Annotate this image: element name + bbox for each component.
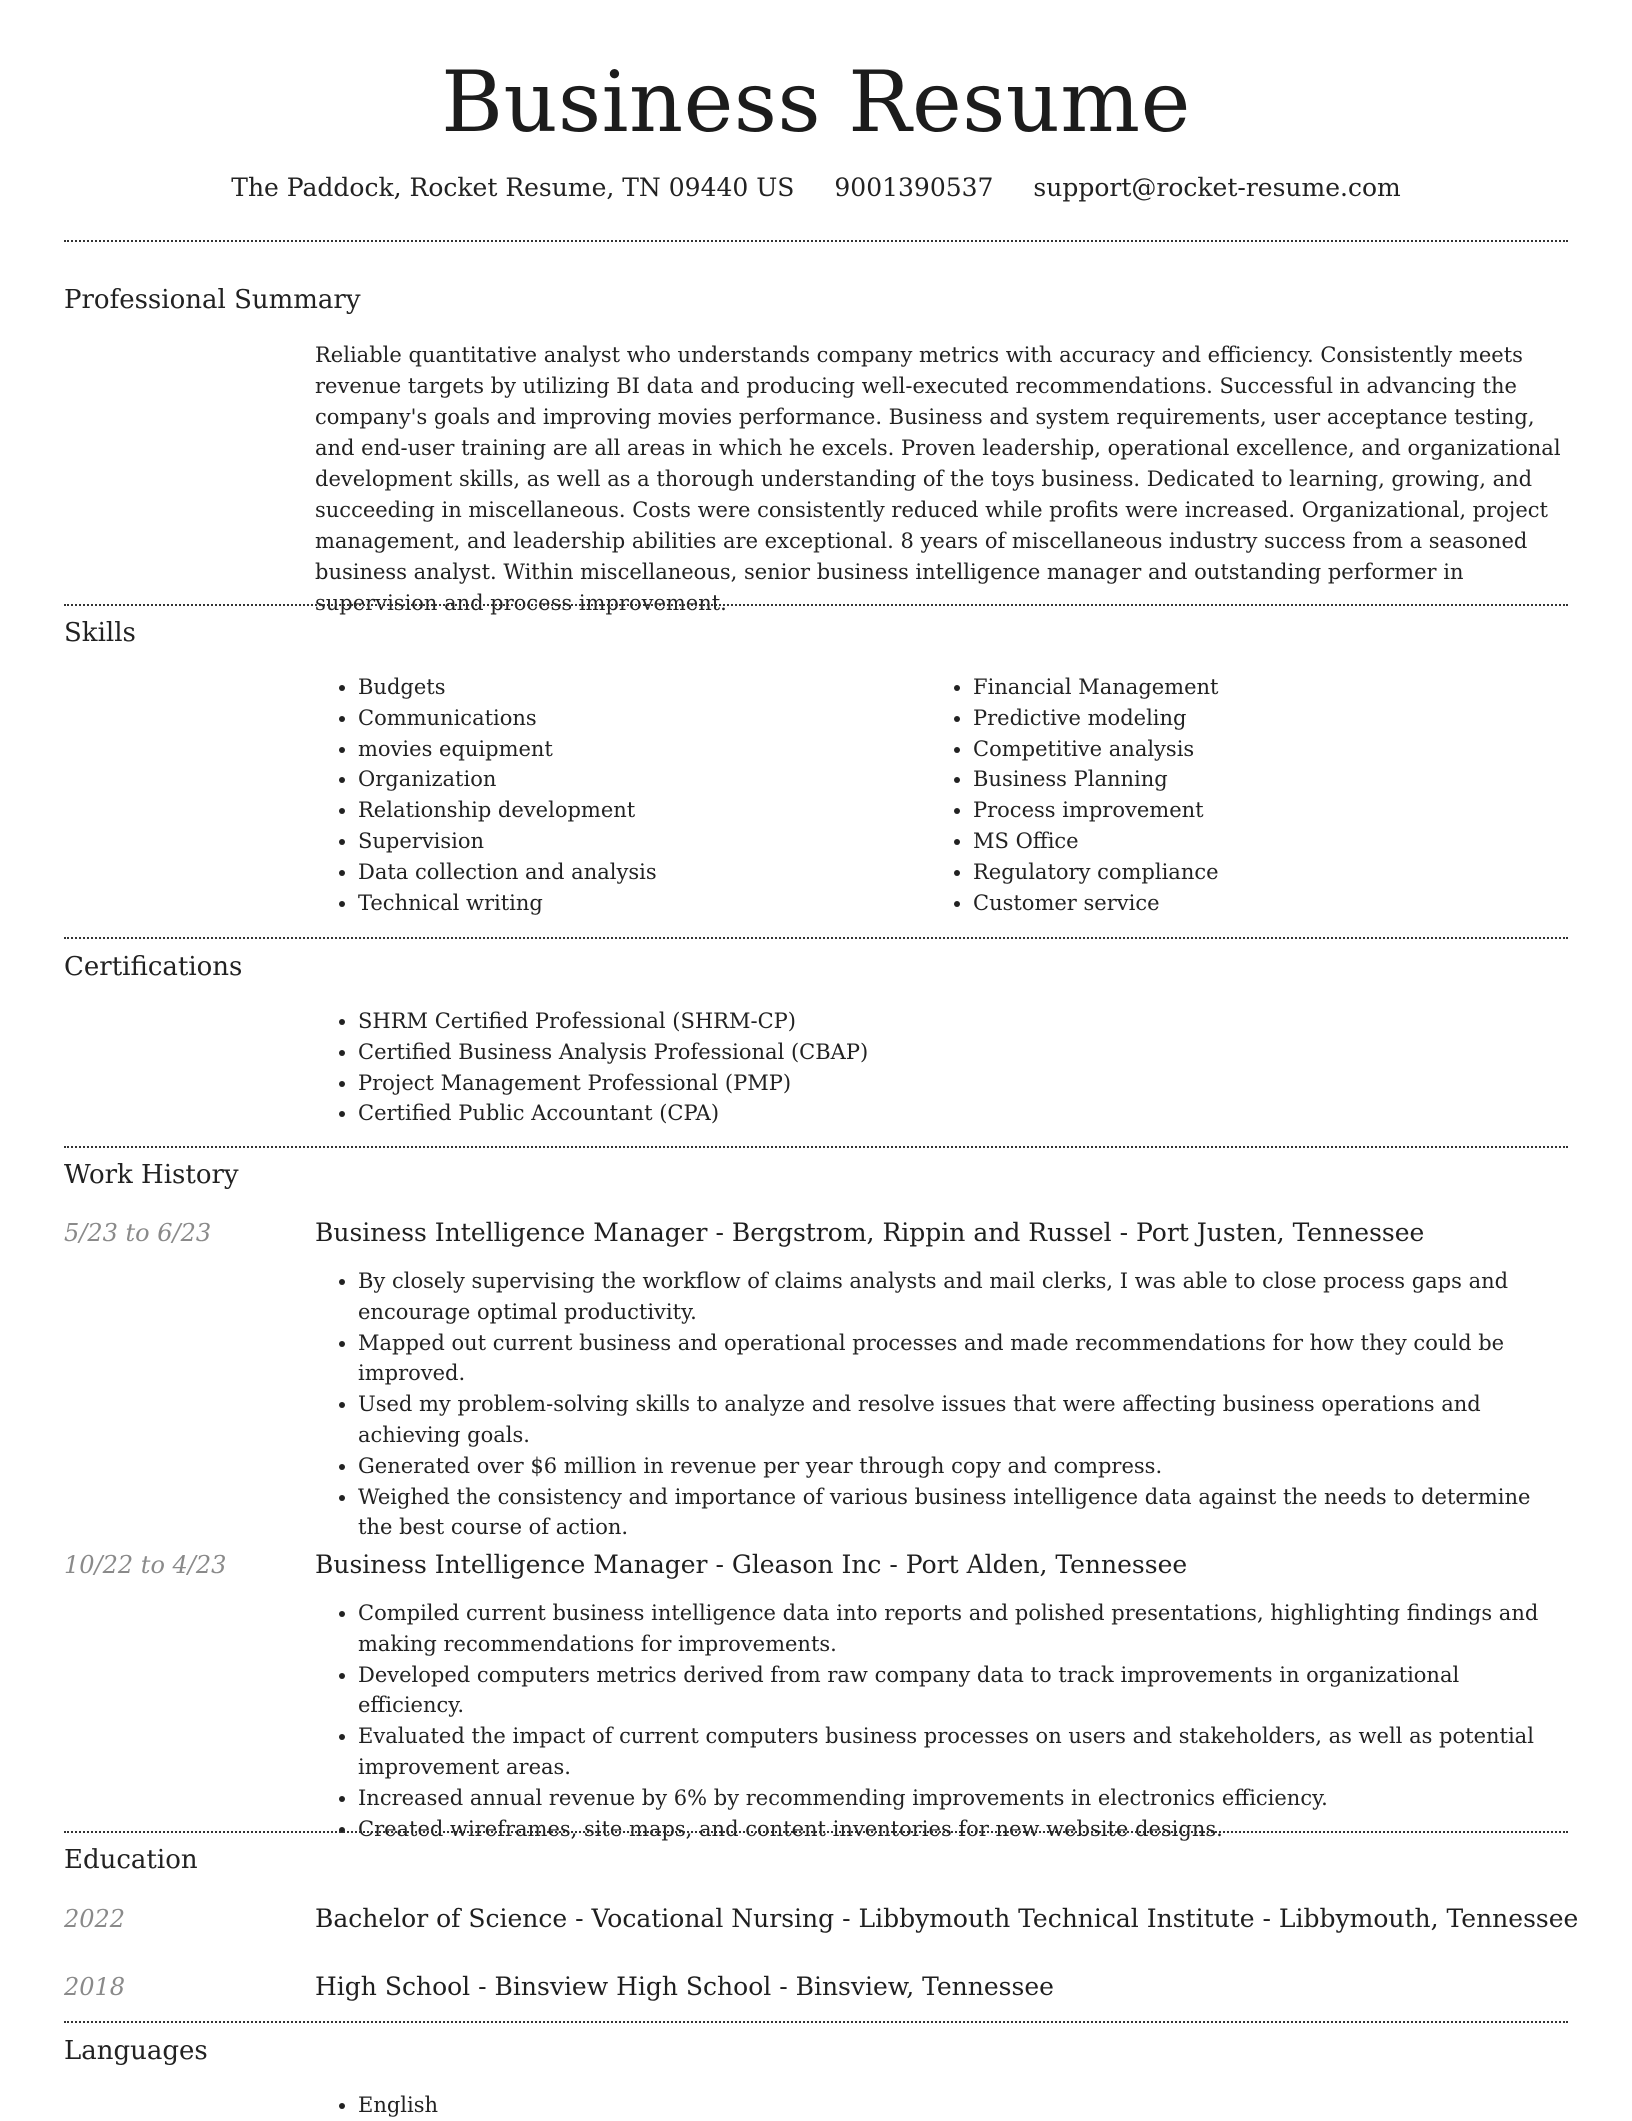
contact-email: support@rocket-resume.com: [1033, 173, 1401, 202]
list-item: • Business Planning: [973, 764, 1573, 795]
list-item: • Competitive analysis: [973, 734, 1573, 765]
list-item: • MS Office: [973, 826, 1573, 857]
contact-line: [0, 170, 1632, 206]
job-bullets: [315, 1266, 1570, 1543]
divider: [64, 1146, 1568, 1148]
job-heading: Business Intelligence Manager - Bergstrom, Rippin and Russel - Port Justen, Tennessee: [315, 1218, 1425, 1247]
list-item: • Relationship development: [358, 795, 918, 826]
job-bullets: [315, 1598, 1570, 1844]
list-item: • movies equipment: [358, 734, 918, 765]
list-item: • Developed computers metrics derived from raw company data to track improvements in organizational efficiency.: [358, 1660, 1570, 1722]
education-entry: Bachelor of Science - Vocational Nursing - Libbymouth Technical Institute - Libbymouth, Tennessee: [315, 1904, 1579, 1933]
divider: [64, 937, 1568, 939]
list-item: • Financial Management: [973, 672, 1573, 703]
list-item: • Predictive modeling: [973, 703, 1573, 734]
list-item: • Data collection and analysis: [358, 857, 918, 888]
list-item: • Mapped out current business and operational processes and made recommendations for how they could be improved.: [358, 1328, 1570, 1390]
section-title-languages: Languages: [64, 2036, 208, 2066]
list-item: • Used my problem-solving skills to analyze and resolve issues that were affecting business operations and achieving goals.: [358, 1389, 1570, 1451]
certifications-list: [315, 1006, 1558, 1129]
resume-name: Business Resume: [441, 53, 1191, 151]
section-title-skills: Skills: [64, 618, 136, 648]
list-item: • By closely supervising the workflow of claims analysts and mail clerks, I was able to close process gaps and encourage optimal productivity.: [358, 1266, 1570, 1328]
contact-phone: 9001390537: [834, 173, 994, 202]
list-item: • English: [358, 2090, 958, 2121]
section-title-certifications: Certifications: [64, 952, 243, 982]
job-heading: Business Intelligence Manager - Gleason Inc - Port Alden, Tennessee: [315, 1550, 1188, 1579]
list-item: • Certified Public Accountant (CPA): [358, 1098, 1558, 1129]
list-item: • Project Management Professional (PMP): [358, 1068, 1558, 1099]
skills-list-left: [315, 672, 918, 918]
list-item: • Budgets: [358, 672, 918, 703]
list-item: • Generated over $6 million in revenue per year through copy and compress.: [358, 1451, 1570, 1482]
list-item: • SHRM Certified Professional (SHRM-CP): [358, 1006, 1558, 1037]
list-item: • Compiled current business intelligence data into reports and polished presentations, highlighting findings and making recommendations for improvements.: [358, 1598, 1570, 1660]
list-item: • Customer service: [973, 888, 1573, 919]
divider: [64, 2021, 1568, 2023]
list-item: • Supervision: [358, 826, 918, 857]
divider: [64, 240, 1568, 242]
section-title-education: Education: [64, 1845, 198, 1875]
languages-list: [315, 2090, 958, 2121]
list-item: • Evaluated the impact of current computers business processes on users and stakeholders, as well as potential improvement areas.: [358, 1721, 1570, 1783]
divider: [64, 604, 1568, 606]
skills-list-right: [930, 672, 1573, 918]
list-item: • Communications: [358, 703, 918, 734]
section-title-summary: Professional Summary: [64, 285, 361, 315]
job-dates: 5/23 to 6/23: [64, 1219, 212, 1247]
list-item: • Certified Business Analysis Professional (CBAP): [358, 1037, 1558, 1068]
contact-address: The Paddock, Rocket Resume, TN 09440 US: [231, 173, 795, 202]
divider: [64, 1831, 1568, 1833]
education-year: 2022: [64, 1905, 126, 1933]
list-item: • Increased annual revenue by 6% by recommending improvements in electronics efficiency.: [358, 1783, 1570, 1814]
education-entry: High School - Binsview High School - Binsview, Tennessee: [315, 1972, 1054, 2001]
education-year: 2018: [64, 1973, 126, 2001]
section-title-work: Work History: [64, 1160, 239, 1190]
job-dates: 10/22 to 4/23: [64, 1551, 227, 1579]
list-item: • Created wireframes, site maps, and content inventories for new website designs.: [358, 1814, 1570, 1845]
summary-text: Reliable quantitative analyst who understands company metrics with accuracy and efficiency. Consistently meets revenue targets by utilizing BI data and producing well-executed recommendations. Successful in advancing the company's goals and improving movies performance. Business and system requirements, user acceptance testing, and end-user training are all areas in which he excels. Proven leadership, operational excellence, and organizational development skills, as well as a thorough understanding of the toys business. Dedicated to learning, growing, and succeeding in miscellaneous. Costs were consistently reduced while profits were increased. Organizational, project management, and leadership abilities are exceptional. 8 years of miscellaneous industry success from a seasoned business analyst. Within miscellaneous, senior business intelligence manager and outstanding performer in supervision and process improvement.: [315, 343, 1561, 615]
list-item: • Technical writing: [358, 888, 918, 919]
list-item: • Process improvement: [973, 795, 1573, 826]
list-item: • Regulatory compliance: [973, 857, 1573, 888]
list-item: • Weighed the consistency and importance of various business intelligence data against the needs to determine the best course of action.: [358, 1482, 1570, 1544]
list-item: • Organization: [358, 764, 918, 795]
